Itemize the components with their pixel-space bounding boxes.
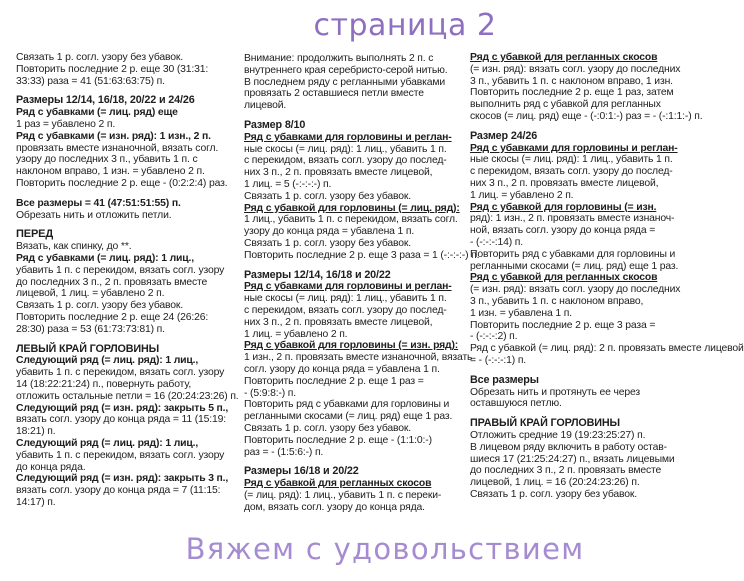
text-line: Повторить последние 2 р. еще 3 раза = xyxy=(470,319,656,331)
text-line: Следующий ряд (= изн. ряд): закрыть 5 п., xyxy=(16,402,229,414)
section-left-neckline xyxy=(16,342,239,509)
text-line: ряд): 1 изн., 2 п. провязать вместе изнаноч- xyxy=(470,213,675,225)
text-line: раз = - (1:5:6:-) п. xyxy=(244,446,324,458)
text-line: - (-:-:-:14) п. xyxy=(470,236,524,248)
column-2 xyxy=(244,53,480,513)
text-line: Ряд с убавками для горловины и реглан- xyxy=(244,131,452,143)
text-line: шиеся 17 (21:25:24:27) п., вязать лицевыми xyxy=(470,453,675,465)
text-line: Ряд с убавкой (= лиц. ряд): 2 п. провязать вместе лицевой xyxy=(470,343,744,355)
text-line: Внимание: продолжить выполнять 2 п. с xyxy=(244,53,434,64)
text-line: провязать 2 оставшиеся петли вместе xyxy=(244,88,424,100)
text-line: Повторить последние 2 р. еще 3 раза = 1 (-:-:-:-) п. xyxy=(244,249,480,261)
text-line: (= изн. ряд): вязать согл. узору до последних xyxy=(470,284,681,296)
text-line: Повторить последние 2 р. еще 30 (31:31: xyxy=(16,63,209,75)
section-heading: Размеры 12/14, 16/18 и 20/22 xyxy=(244,268,391,281)
text-line: В лицевом ряду включить в работу остав- xyxy=(470,441,667,453)
text-line: 28:30) раза = 53 (61:73:73:81) п. xyxy=(16,323,165,335)
text-line: ные скосы (= лиц. ряд): 1 лиц., убавить 1 п. xyxy=(244,143,447,155)
section-size-24-26 xyxy=(470,129,744,367)
text-line: них 3 п., 2 п. провязать вместе лицевой, xyxy=(244,167,433,179)
text-line: Следующий ряд (= лиц. ряд): 1 лиц., xyxy=(16,355,199,367)
text-line: Все размеры = 41 (47:51:51:55) п. xyxy=(16,197,181,209)
text-line: 14 (18:22:21:24) п., повернуть работу, xyxy=(16,378,192,390)
page-header xyxy=(0,6,700,50)
text-line: Повторить последние 2 р. еще 1 раз, затем xyxy=(470,87,674,99)
text-line: Ряд с убавкой для горловины (= лиц. ряд): xyxy=(244,202,460,214)
section-front xyxy=(16,229,234,335)
section-heading: ЛЕВЫЙ КРАЙ ГОРЛОВИНЫ xyxy=(16,342,160,355)
text-line: 14:17) п. xyxy=(16,496,56,508)
text-line: = - (-:-:-:1) п. xyxy=(470,354,527,366)
text-line: с перекидом, вязать согл. узору до послед- xyxy=(244,155,447,167)
text-line: с перекидом, вязать согл. узору до послед- xyxy=(244,304,447,316)
text-line: внутреннего края серебристо-серой нитью. xyxy=(244,64,448,76)
column-3 xyxy=(470,52,744,501)
text-line: провязать вместе изнаночной, вязать согл. xyxy=(16,142,219,154)
text-line: 3 п., убавить 1 п. с наклоном вправо, 1 изн. xyxy=(470,75,673,87)
text-line: Связать 1 р. согл. узору без убавок. xyxy=(244,237,412,249)
text-line: убавить 1 п. с перекидом, вязать согл. узору xyxy=(16,367,225,379)
text-line: узору до конца ряда = убавлена 1 п. xyxy=(244,226,415,238)
text-line: Следующий ряд (= изн. ряд): закрыть 3 п., xyxy=(16,473,229,485)
text-line: Повторить последние 2 р. еще 24 (26:26: xyxy=(16,311,209,323)
text-line: Ряд с убавкой для регланных скосов xyxy=(470,272,658,284)
text-line: Обрезать нить и протянуть ее через xyxy=(470,386,640,398)
text-line: (= лиц. ряд): 1 лиц., убавить 1 п. с переки- xyxy=(244,489,442,501)
text-line: ные скосы (= лиц. ряд): 1 лиц., убавить 1 п. xyxy=(244,293,447,305)
footer-slogan: Вяжем с удовольствием xyxy=(185,532,585,566)
text-line: отложить остальные петли = 16 (20:24:23:26) п. xyxy=(16,390,239,402)
text-line: В последнем ряду с регланными убавками xyxy=(244,76,446,88)
section-heading: Размеры 16/18 и 20/22 xyxy=(244,465,359,478)
text-line: 18:21) п. xyxy=(16,426,56,438)
text-line: Связать 1 р. согл. узору без убавок. xyxy=(16,300,184,312)
text-line: Повторить последние 2 р. еще 1 раз = xyxy=(244,375,424,387)
section-heading: Размер 24/26 xyxy=(470,129,538,142)
text-line: них 3 п., 2 п. провязать вместе лицевой, xyxy=(470,177,659,189)
text-line: (= изн. ряд): вязать согл. узору до последних xyxy=(470,63,681,75)
text-line: Ряд с убавками (= лиц. ряд): 1 лиц., xyxy=(16,252,194,264)
section-heading: Размеры 12/14, 16/18, 20/22 и 24/26 xyxy=(16,94,195,107)
text-line: регланными скосами (= лиц. ряд) еще 1 раз. xyxy=(470,260,679,272)
text-line: Обрезать нить и отложить петли. xyxy=(16,209,172,221)
text-line: 1 лиц. = убавлено 2 п. xyxy=(470,189,574,201)
section-heading: Все размеры xyxy=(470,373,539,386)
text-line: 1 лиц., убавить 1 п. с перекидом, вязать согл. xyxy=(244,214,458,226)
text-line: Ряд с убавками для горловины и реглан- xyxy=(470,142,678,154)
text-line: Отложить средние 19 (19:23:25:27) п. xyxy=(470,429,646,441)
section-heading: ПЕРЕД xyxy=(16,228,54,241)
text-line: 3 п., убавить 1 п. с наклоном вправо, xyxy=(470,295,644,307)
section-right-neckline xyxy=(470,418,692,501)
text-line: Связать 1 р. согл. узору без убавок. xyxy=(470,488,638,500)
text-line: до конца ряда. xyxy=(16,461,86,473)
text-line: 1 лиц. = убавлено 2 п. xyxy=(244,328,348,340)
text-line: - (-:-:-:2) п. xyxy=(470,331,518,343)
text-line: Ряд с убавками для горловины и реглан- xyxy=(244,281,452,293)
text-line: регланными скосами (= лиц. ряд) еще 1 раз. xyxy=(244,411,453,423)
text-line: убавить 1 п. с перекидом, вязать согл. узору xyxy=(16,449,225,461)
text-line: оставшуюся петлю. xyxy=(470,398,562,410)
text-line: дом, вязать согл. узору до конца ряда. xyxy=(244,501,425,513)
text-line: 1 изн. = убавлена 1 п. xyxy=(470,307,572,319)
text-line: Повторить последние 2 р. еще - (1:1:0:-) xyxy=(244,434,432,446)
text-line: Повторить последние 2 р. еще - (0:2:2:4) раз. xyxy=(16,177,228,189)
section-raglan-wrong-side xyxy=(470,52,703,123)
text-line: 1 изн., 2 п. провязать вместе изнаночной, вязать xyxy=(244,352,473,364)
paragraph xyxy=(16,52,234,87)
text-line: них 3 п., 2 п. провязать вместе лицевой, xyxy=(244,316,433,328)
text-line: Следующий ряд (= лиц. ряд): 1 лиц., xyxy=(16,437,199,449)
text-line: Вязать, как спинку, до **. xyxy=(16,241,132,253)
text-line: лицевой, 1 лиц. = 16 (20:24:23:26) п. xyxy=(470,477,640,489)
text-line: наклоном вправо, 1 изн. = убавлено 2 п. xyxy=(16,166,205,178)
text-line: 1 лиц. = 5 (-:-:-:-) п. xyxy=(244,178,332,190)
text-line: - (5:9:8:-) п. xyxy=(244,387,297,399)
text-line: с перекидом, вязать согл. узору до послед- xyxy=(470,166,673,178)
text-line: ные скосы (= лиц. ряд): 1 лиц., убавить 1 п. xyxy=(470,154,673,166)
text-line: до последних 3 п., 2 п. провязать вместе xyxy=(470,465,662,477)
text-line: 33:33) раза = 41 (51:63:63:75) п. xyxy=(16,75,165,87)
page-title: страница 2 xyxy=(313,8,497,43)
text-line: Ряд с убавкой для горловины (= изн. ряд): xyxy=(244,340,459,352)
text-line: Ряд с убавкой для горловины (= изн. xyxy=(470,201,657,213)
text-line: скосов (= лиц. ряд) еще - (-:0:1:-) раз = - (-:1:1:-) п. xyxy=(470,110,703,122)
section-all-sizes-finish xyxy=(470,375,692,410)
text-line: Связать 1 р. согл. узору без убавок. xyxy=(244,422,412,434)
text-line: Повторить ряд с убавками для горловины и xyxy=(470,248,676,260)
section-sizes-12-22 xyxy=(244,268,473,459)
section-all-sizes xyxy=(16,198,234,222)
text-line: Ряд с убавкой для регланных скосов xyxy=(244,478,432,490)
text-line: Повторить ряд с убавками для горловины и xyxy=(244,399,450,411)
text-line: вязать согл. узору до конца ряда = 7 (11:15: xyxy=(16,485,221,497)
text-line: до последних 3 п., 2 п. провязать вместе xyxy=(16,276,208,288)
text-line: ной, вязать согл. узору до конца ряда = xyxy=(470,225,656,237)
text-line: вязать согл. узору до конца ряда = 11 (15:19: xyxy=(16,414,227,426)
section-size-8-10 xyxy=(244,118,480,262)
text-line: убавить 1 п. с перекидом, вязать согл. узору xyxy=(16,264,225,276)
text-line: выполнить ряд с убавкой для регланных xyxy=(470,99,661,111)
attention-note xyxy=(244,53,462,112)
text-line: Ряд с убавками (= лиц. ряд) еще xyxy=(16,107,178,119)
text-line: согл. узору до конца ряда = убавлена 1 п. xyxy=(244,363,440,375)
section-heading: ПРАВЫЙ КРАЙ ГОРЛОВИНЫ xyxy=(470,417,620,430)
section-heading: Размер 8/10 xyxy=(244,118,306,131)
text-line: Связать 1 р. согл. узору без убавок. xyxy=(16,52,184,63)
text-line: Ряд с убавками (= изн. ряд): 1 изн., 2 п. xyxy=(16,130,211,142)
text-line: Связать 1 р. согл. узору без убавок. xyxy=(244,190,412,202)
section-sizes-16-22 xyxy=(244,466,462,513)
text-line: 1 раз = убавлено 2 п. xyxy=(16,118,116,130)
section-sizes-12-26 xyxy=(16,95,234,189)
page-footer xyxy=(0,527,700,573)
text-line: узору до последних 3 п., убавить 1 п. с xyxy=(16,154,198,166)
text-line: лицевой. xyxy=(244,100,287,112)
column-1 xyxy=(16,52,239,509)
text-line: лицевой, 1 лиц. = убавлено 2 п. xyxy=(16,288,165,300)
text-line: Ряд с убавкой для регланных скосов xyxy=(470,52,658,63)
